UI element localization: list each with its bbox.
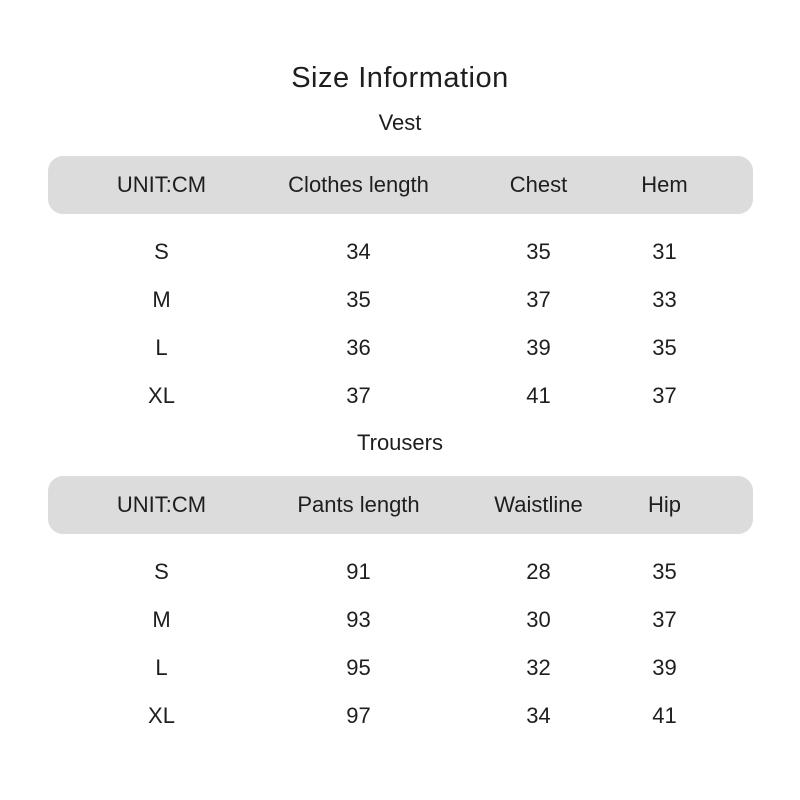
cell-value: 32 <box>526 655 551 680</box>
cell-size: XL <box>148 703 175 728</box>
table-row <box>48 548 753 596</box>
cell-value: 41 <box>526 383 551 408</box>
vest-section-label: Vest <box>378 110 422 135</box>
trousers-header-waistline: Waistline <box>494 492 583 517</box>
vest-header-clothes-length: Clothes length <box>288 172 429 197</box>
trousers-section-label: Trousers <box>357 430 443 455</box>
table-row <box>48 644 753 692</box>
cell-value: 35 <box>346 287 371 312</box>
cell-value: 91 <box>346 559 371 584</box>
cell-size: L <box>155 655 168 680</box>
cell-value: 35 <box>652 335 677 360</box>
cell-size: S <box>154 559 169 584</box>
cell-value: 35 <box>652 559 677 584</box>
cell-value: 31 <box>652 239 677 264</box>
trousers-table-header <box>48 476 753 534</box>
cell-value: 95 <box>346 655 371 680</box>
trousers-table-body <box>48 548 753 740</box>
table-row <box>48 372 753 420</box>
vest-header-unit: UNIT:CM <box>116 172 207 197</box>
cell-value: 30 <box>526 607 551 632</box>
cell-value: 37 <box>652 383 677 408</box>
vest-header-chest: Chest <box>509 172 568 197</box>
cell-size: XL <box>148 383 175 408</box>
cell-value: 37 <box>346 383 371 408</box>
table-row <box>48 692 753 740</box>
table-row <box>48 324 753 372</box>
cell-value: 41 <box>652 703 677 728</box>
vest-table <box>48 156 753 420</box>
cell-value: 37 <box>526 287 551 312</box>
trousers-header-pants-length: Pants length <box>297 492 420 517</box>
vest-header-hem: Hem <box>641 172 688 197</box>
cell-value: 39 <box>526 335 551 360</box>
cell-size: M <box>152 607 171 632</box>
cell-value: 93 <box>346 607 371 632</box>
cell-value: 28 <box>526 559 551 584</box>
vest-table-body <box>48 228 753 420</box>
table-row <box>48 276 753 324</box>
cell-value: 39 <box>652 655 677 680</box>
cell-value: 36 <box>346 335 371 360</box>
trousers-header-hip: Hip <box>647 492 682 517</box>
cell-value: 37 <box>652 607 677 632</box>
cell-value: 33 <box>652 287 677 312</box>
page-title: Size Information <box>291 62 509 94</box>
cell-size: S <box>154 239 169 264</box>
trousers-table <box>48 476 753 740</box>
cell-size: M <box>152 287 171 312</box>
cell-value: 35 <box>526 239 551 264</box>
table-row <box>48 228 753 276</box>
cell-size: L <box>155 335 168 360</box>
cell-value: 34 <box>526 703 551 728</box>
table-row <box>48 596 753 644</box>
vest-table-header <box>48 156 753 214</box>
trousers-header-unit: UNIT:CM <box>116 492 207 517</box>
cell-value: 34 <box>346 239 371 264</box>
cell-value: 97 <box>346 703 371 728</box>
